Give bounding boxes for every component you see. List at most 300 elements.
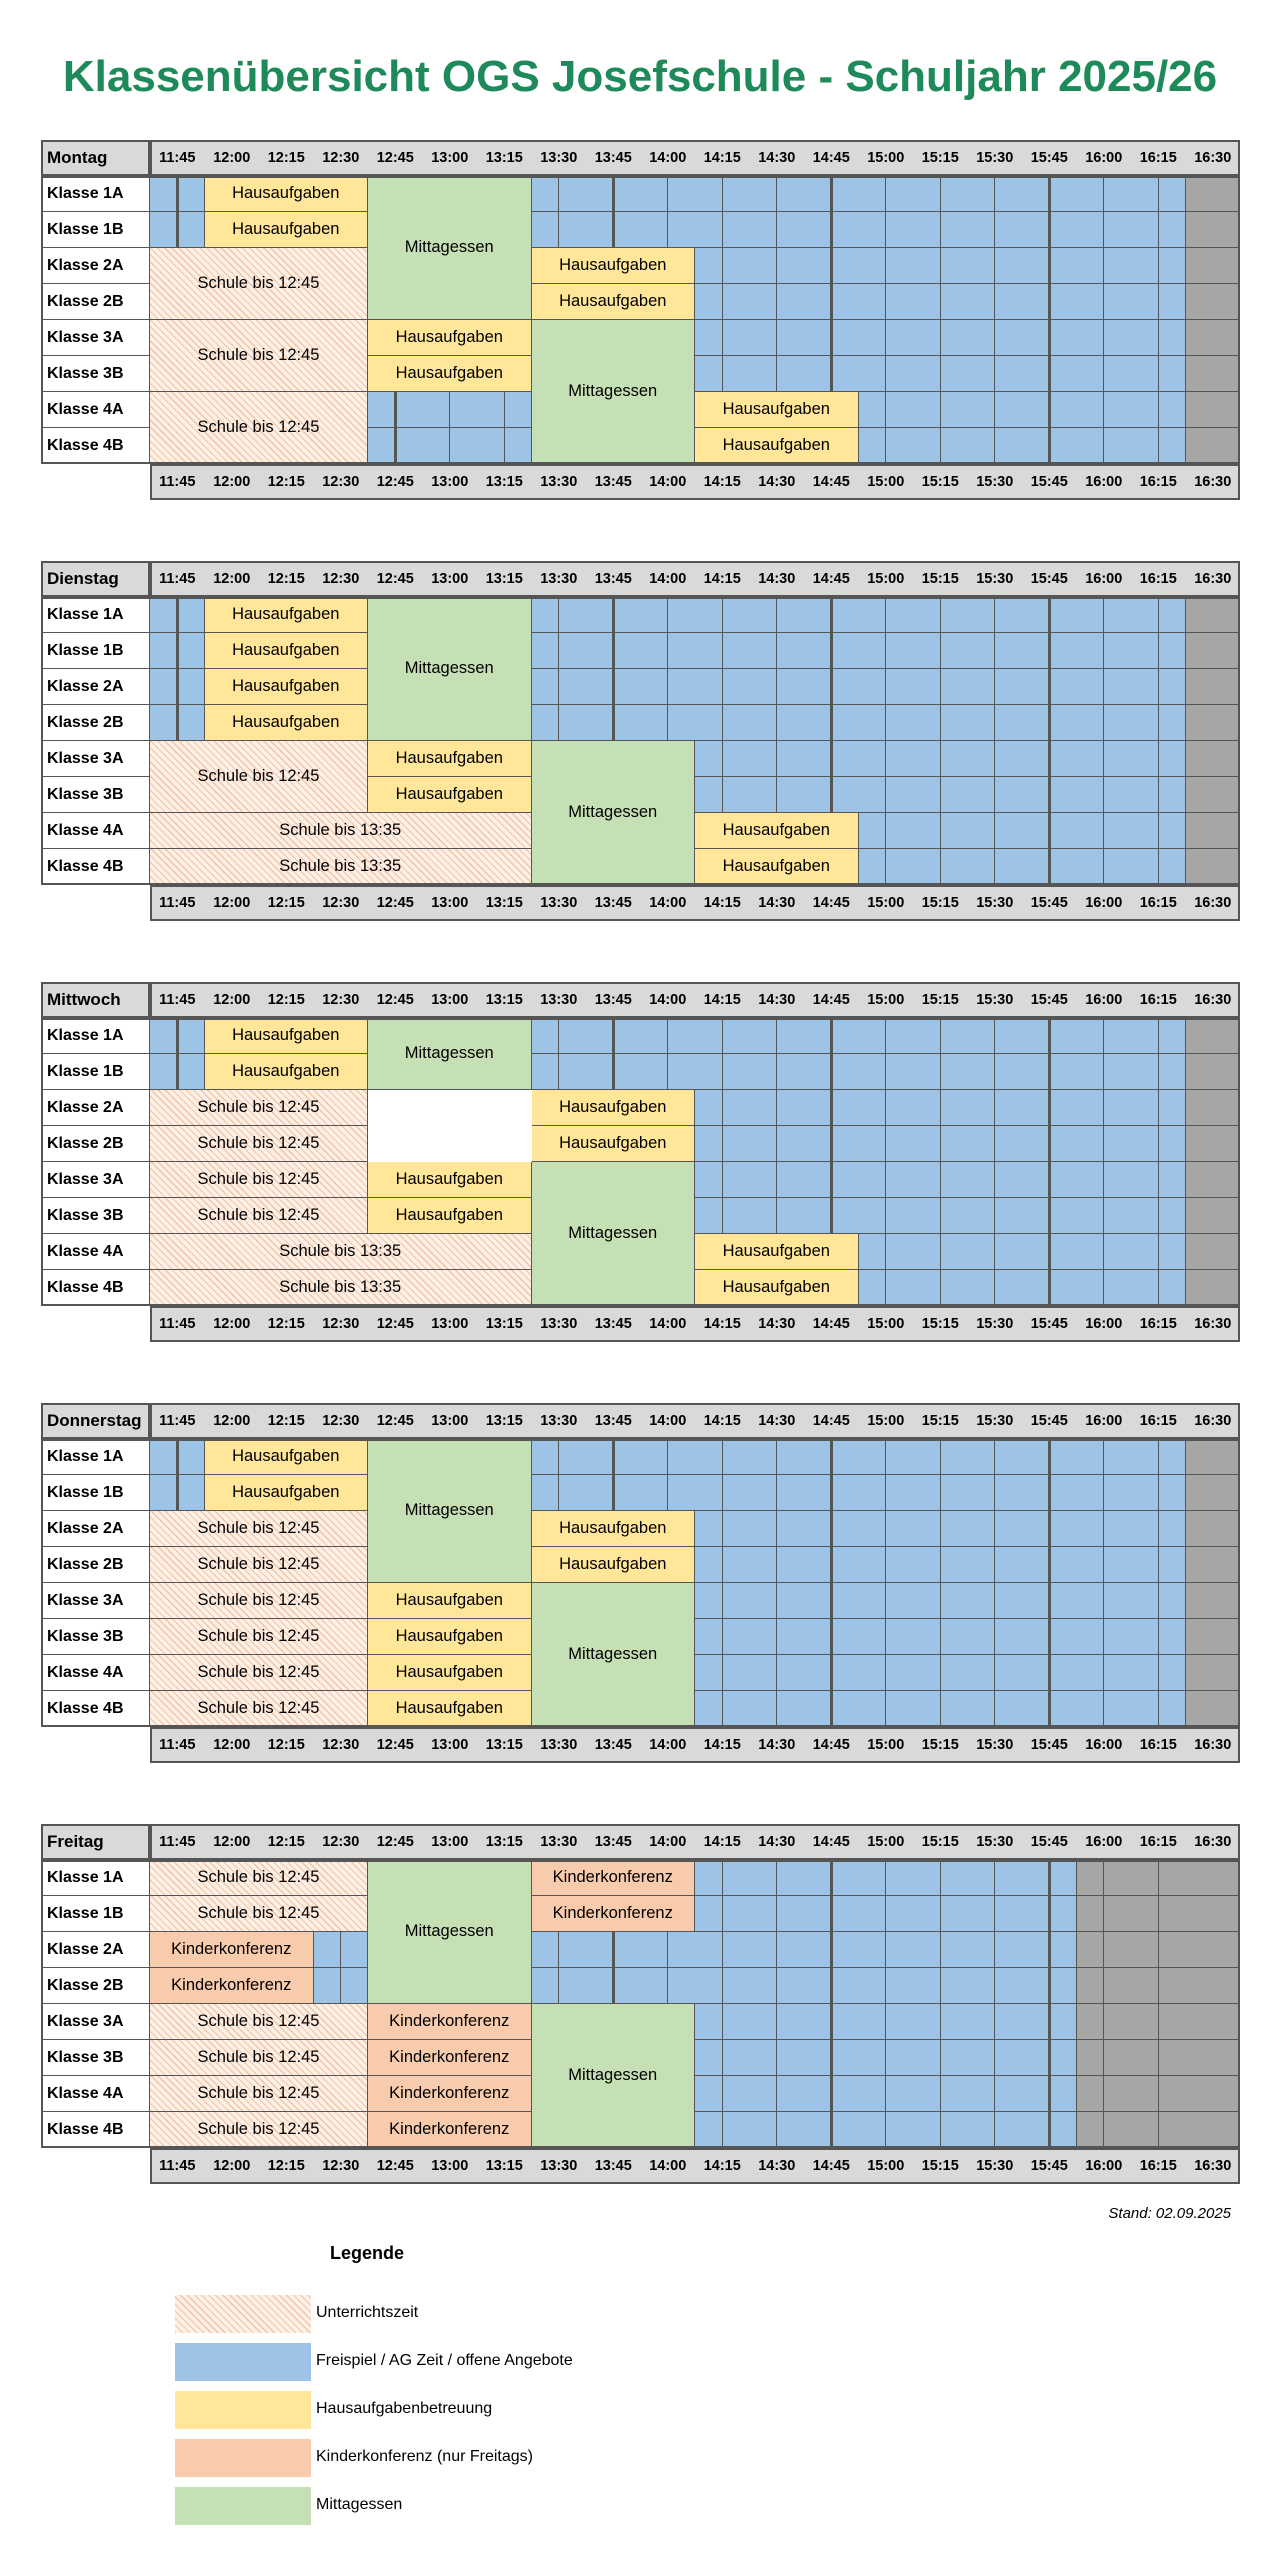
grid-line <box>830 1162 833 1234</box>
time-tick-bottom: 14:15 <box>703 474 741 490</box>
grid-line <box>994 1439 995 1511</box>
class-label: Klasse 2A <box>41 1090 150 1126</box>
grid-line <box>885 392 886 464</box>
lesson-block: Schule bis 12:45 <box>150 741 368 813</box>
time-tick-top: 13:00 <box>431 571 469 587</box>
homework-block: Hausaufgaben <box>532 1126 696 1162</box>
grid-line <box>940 1932 941 2004</box>
grid-line <box>612 597 615 741</box>
time-tick-bottom: 13:45 <box>594 1316 632 1332</box>
time-tick-top: 16:15 <box>1139 150 1177 166</box>
grid-line <box>1158 597 1159 741</box>
lesson-block: Schule bis 12:45 <box>150 1198 368 1234</box>
grid-line <box>1186 427 1241 428</box>
time-tick-bottom: 13:15 <box>485 474 523 490</box>
grid-line <box>1103 320 1104 392</box>
time-tick-bottom: 12:15 <box>267 2158 305 2174</box>
time-tick-top: 14:15 <box>703 1413 741 1429</box>
lunch-block: Mittagessen <box>368 1018 532 1090</box>
legend-swatch-blue <box>175 2343 311 2381</box>
class-label: Klasse 4B <box>41 1270 150 1306</box>
grid-line <box>1158 1234 1159 1306</box>
grid-line <box>776 1583 777 1727</box>
time-tick-top: 12:45 <box>376 1413 414 1429</box>
time-tick-top: 16:15 <box>1139 1413 1177 1429</box>
time-tick-bottom: 14:00 <box>649 1737 687 1753</box>
time-tick-bottom: 15:15 <box>921 895 959 911</box>
grid-line <box>994 1511 995 1583</box>
time-tick-top: 15:00 <box>867 992 905 1008</box>
time-tick-bottom: 12:15 <box>267 474 305 490</box>
time-tick-top: 14:45 <box>812 1834 850 1850</box>
class-label: Klasse 4A <box>41 2076 150 2112</box>
grid-line <box>1103 597 1104 741</box>
time-tick-top: 12:30 <box>322 571 360 587</box>
time-tick-bottom: 14:30 <box>758 2158 796 2174</box>
grid-line <box>1186 704 1241 705</box>
homework-block: Hausaufgaben <box>695 813 859 849</box>
time-tick-top: 13:15 <box>485 1834 523 1850</box>
time-tick-top: 14:45 <box>812 1413 850 1429</box>
time-tick-top: 14:00 <box>649 150 687 166</box>
time-tick-top: 15:45 <box>1030 150 1068 166</box>
grid-line <box>830 1090 833 1162</box>
grid-line <box>722 1860 723 1932</box>
class-label: Klasse 4B <box>41 1691 150 1727</box>
free-time-block <box>532 1439 1186 1511</box>
grid-line <box>830 741 833 813</box>
closed-block <box>1186 597 1241 885</box>
time-tick-bottom: 16:15 <box>1139 1316 1177 1332</box>
grid-line <box>340 1932 341 2004</box>
time-tick-top: 14:15 <box>703 150 741 166</box>
grid-line <box>994 1583 995 1727</box>
time-tick-bottom: 12:15 <box>267 895 305 911</box>
time-tick-bottom: 14:00 <box>649 2158 687 2174</box>
class-label: Klasse 1A <box>41 1439 150 1475</box>
time-tick-bottom: 12:30 <box>322 1316 360 1332</box>
time-tick-bottom: 16:15 <box>1139 474 1177 490</box>
grid-line <box>994 1090 995 1162</box>
time-tick-bottom: 15:45 <box>1030 895 1068 911</box>
time-tick-bottom: 13:00 <box>431 1316 469 1332</box>
closed-block <box>1186 176 1241 464</box>
time-tick-top: 15:30 <box>976 992 1014 1008</box>
homework-block: Hausaufgaben <box>205 1054 369 1090</box>
time-tick-bottom: 13:30 <box>540 895 578 911</box>
grid-line <box>176 176 179 248</box>
time-tick-top: 13:30 <box>540 571 578 587</box>
homework-block: Hausaufgaben <box>695 1270 859 1306</box>
grid-line <box>1103 1583 1104 1727</box>
grid-line <box>940 597 941 741</box>
grid-line <box>776 1018 777 1090</box>
time-tick-bottom: 13:45 <box>594 1737 632 1753</box>
grid-line <box>1186 740 1241 741</box>
time-tick-top: 12:15 <box>267 1834 305 1850</box>
time-tick-bottom: 14:15 <box>703 1316 741 1332</box>
time-tick-bottom: 12:15 <box>267 1737 305 1753</box>
grid-line <box>885 813 886 885</box>
grid-line <box>776 1932 777 2004</box>
conference-block: Kinderkonferenz <box>532 1896 696 1932</box>
class-label: Klasse 2B <box>41 1547 150 1583</box>
time-tick-bottom: 12:45 <box>376 474 414 490</box>
time-tick-bottom: 16:00 <box>1085 474 1123 490</box>
grid-line <box>940 392 941 464</box>
class-label: Klasse 1B <box>41 633 150 669</box>
time-tick-bottom: 14:45 <box>812 1737 850 1753</box>
class-label: Klasse 3A <box>41 1162 150 1198</box>
grid-line <box>1158 176 1159 248</box>
grid-line <box>885 597 886 741</box>
grid-line <box>532 704 1186 705</box>
lunch-block: Mittagessen <box>532 320 696 464</box>
grid-line <box>1048 1860 1051 1932</box>
lesson-block: Schule bis 12:45 <box>150 1547 368 1583</box>
time-tick-bottom: 15:00 <box>867 1316 905 1332</box>
time-tick-top: 16:30 <box>1194 1834 1232 1850</box>
time-tick-bottom: 15:45 <box>1030 1316 1068 1332</box>
lesson-block: Schule bis 12:45 <box>150 320 368 392</box>
grid-line <box>994 248 995 320</box>
time-tick-top: 12:00 <box>213 571 251 587</box>
time-tick-bottom: 15:00 <box>867 474 905 490</box>
homework-block: Hausaufgaben <box>532 248 696 284</box>
grid-line <box>1158 1018 1159 1090</box>
time-tick-bottom: 14:45 <box>812 1316 850 1332</box>
time-tick-bottom: 13:30 <box>540 1316 578 1332</box>
time-tick-bottom: 12:00 <box>213 474 251 490</box>
class-label: Klasse 2A <box>41 1511 150 1547</box>
time-tick-bottom: 15:15 <box>921 1737 959 1753</box>
grid-line <box>667 176 668 248</box>
time-tick-top: 12:30 <box>322 1413 360 1429</box>
time-tick-bottom: 14:15 <box>703 895 741 911</box>
time-tick-top: 16:30 <box>1194 1413 1232 1429</box>
grid-line <box>994 741 995 813</box>
grid-line <box>1048 392 1051 464</box>
time-tick-bottom: 12:45 <box>376 895 414 911</box>
grid-line <box>1158 741 1159 813</box>
lesson-block: Schule bis 12:45 <box>150 1162 368 1198</box>
grid-line <box>776 1090 777 1162</box>
time-tick-bottom: 13:30 <box>540 2158 578 2174</box>
lunch-block: Mittagessen <box>532 741 696 885</box>
time-tick-top: 13:30 <box>540 150 578 166</box>
time-tick-bottom: 15:45 <box>1030 474 1068 490</box>
class-label: Klasse 3B <box>41 777 150 813</box>
grid-line <box>776 1860 777 1932</box>
time-tick-top: 13:00 <box>431 1834 469 1850</box>
time-tick-bottom: 15:45 <box>1030 1737 1068 1753</box>
time-tick-top: 12:15 <box>267 150 305 166</box>
time-tick-bottom: 15:45 <box>1030 2158 1068 2174</box>
time-tick-top: 11:45 <box>159 1413 196 1429</box>
grid-line <box>1186 319 1241 320</box>
grid-line <box>394 392 397 464</box>
class-label: Klasse 3A <box>41 1583 150 1619</box>
time-tick-top: 12:00 <box>213 1413 251 1429</box>
time-tick-bottom: 15:30 <box>976 474 1014 490</box>
grid-line <box>722 1090 723 1162</box>
closed-block <box>1186 1439 1241 1727</box>
time-tick-top: 13:30 <box>540 992 578 1008</box>
class-label: Klasse 2B <box>41 1126 150 1162</box>
time-tick-bottom: 11:45 <box>159 2158 196 2174</box>
lesson-block: Schule bis 12:45 <box>150 2004 368 2040</box>
lesson-block: Schule bis 13:35 <box>150 849 532 885</box>
time-tick-top: 15:15 <box>921 150 959 166</box>
time-tick-top: 14:00 <box>649 1413 687 1429</box>
grid-line <box>176 1439 179 1511</box>
day-name: Dienstag <box>41 561 150 597</box>
time-tick-top: 15:45 <box>1030 1834 1068 1850</box>
homework-block: Hausaufgaben <box>368 1691 532 1727</box>
grid-line <box>885 1090 886 1162</box>
class-label: Klasse 3B <box>41 356 150 392</box>
class-label: Klasse 4A <box>41 1655 150 1691</box>
time-tick-bottom: 12:00 <box>213 1737 251 1753</box>
free-time-block <box>859 813 1186 885</box>
class-label: Klasse 1B <box>41 1896 150 1932</box>
time-tick-bottom: 12:30 <box>322 474 360 490</box>
free-time-block <box>532 597 1186 741</box>
time-tick-bottom: 16:00 <box>1085 895 1123 911</box>
grid-line <box>830 1511 833 1583</box>
grid-line <box>558 597 559 741</box>
free-time-block <box>859 1234 1186 1306</box>
day-name: Donnerstag <box>41 1403 150 1439</box>
time-tick-top: 15:15 <box>921 992 959 1008</box>
grid-line <box>885 1234 886 1306</box>
time-tick-top: 16:30 <box>1194 571 1232 587</box>
class-label: Klasse 4B <box>41 428 150 464</box>
lunch-block: Mittagessen <box>532 1583 696 1727</box>
legend-label: Hausaufgabenbetreuung <box>316 2400 493 2417</box>
grid-line <box>1186 668 1241 669</box>
grid-line <box>722 1162 723 1234</box>
grid-line <box>1158 320 1159 392</box>
grid-line <box>1158 248 1159 320</box>
class-label: Klasse 2A <box>41 669 150 705</box>
time-tick-bottom: 16:30 <box>1194 474 1232 490</box>
class-label: Klasse 3B <box>41 1198 150 1234</box>
grid-line <box>940 1511 941 1583</box>
class-label: Klasse 1A <box>41 176 150 212</box>
grid-line <box>885 1162 886 1234</box>
grid-line <box>532 211 1186 212</box>
time-tick-top: 12:15 <box>267 992 305 1008</box>
legend-swatch-green <box>175 2487 311 2525</box>
grid-line <box>1158 392 1159 464</box>
lunch-block: Mittagessen <box>532 1162 696 1306</box>
grid-line <box>830 248 833 320</box>
class-label: Klasse 3A <box>41 2004 150 2040</box>
time-tick-top: 16:00 <box>1085 150 1123 166</box>
time-tick-bottom: 13:15 <box>485 895 523 911</box>
lunch-block: Mittagessen <box>368 597 532 741</box>
time-tick-bottom: 11:45 <box>159 1737 196 1753</box>
grid-line <box>1048 320 1051 392</box>
grid-line <box>1186 247 1241 248</box>
time-tick-bottom: 16:00 <box>1085 1737 1123 1753</box>
time-tick-bottom: 14:00 <box>649 1316 687 1332</box>
time-tick-bottom: 11:45 <box>159 1316 196 1332</box>
time-tick-bottom: 14:45 <box>812 895 850 911</box>
grid-line <box>885 1932 886 2004</box>
time-tick-bottom: 11:45 <box>159 895 196 911</box>
grid-line <box>1186 1161 1241 1162</box>
homework-block: Hausaufgaben <box>695 849 859 885</box>
time-tick-top: 12:00 <box>213 1834 251 1850</box>
time-tick-top: 12:45 <box>376 1834 414 1850</box>
grid-line <box>1048 1018 1051 1090</box>
grid-line <box>1186 1582 1241 1583</box>
time-tick-bottom: 15:00 <box>867 895 905 911</box>
time-tick-top: 15:45 <box>1030 571 1068 587</box>
time-tick-bottom: 16:30 <box>1194 2158 1232 2174</box>
grid-line <box>1186 1197 1241 1198</box>
grid-line <box>994 1932 995 2004</box>
time-tick-bottom: 12:30 <box>322 2158 360 2174</box>
time-tick-bottom: 13:15 <box>485 1737 523 1753</box>
time-tick-bottom: 15:15 <box>921 1316 959 1332</box>
grid-line <box>722 248 723 320</box>
time-tick-top: 12:30 <box>322 150 360 166</box>
conference-block: Kinderkonferenz <box>368 2112 532 2148</box>
time-tick-bottom: 15:15 <box>921 2158 959 2174</box>
grid-line <box>776 248 777 320</box>
grid-line <box>532 632 1186 633</box>
time-tick-bottom: 16:15 <box>1139 1737 1177 1753</box>
homework-block: Hausaufgaben <box>205 1439 369 1475</box>
time-tick-bottom: 13:00 <box>431 895 469 911</box>
grid-line <box>1186 1233 1241 1234</box>
conference-block: Kinderkonferenz <box>368 2076 532 2112</box>
time-tick-bottom: 14:45 <box>812 474 850 490</box>
time-tick-top: 16:00 <box>1085 992 1123 1008</box>
grid-line <box>1103 813 1104 885</box>
time-tick-top: 15:15 <box>921 1834 959 1850</box>
grid-line <box>1103 176 1104 248</box>
time-tick-top: 11:45 <box>159 571 196 587</box>
time-tick-bottom: 13:45 <box>594 2158 632 2174</box>
grid-line <box>1186 848 1241 849</box>
class-label: Klasse 2B <box>41 284 150 320</box>
time-tick-top: 14:00 <box>649 571 687 587</box>
time-tick-top: 15:30 <box>976 1834 1014 1850</box>
time-tick-top: 13:45 <box>594 1834 632 1850</box>
homework-block: Hausaufgaben <box>368 320 532 356</box>
grid-line <box>1158 1511 1159 1583</box>
grid-line <box>994 392 995 464</box>
homework-block: Hausaufgaben <box>368 777 532 813</box>
grid-line <box>722 320 723 392</box>
page-title: Klassenübersicht OGS Josefschule - Schuljahr 2025/26 <box>62 52 1218 101</box>
grid-line <box>940 2004 941 2148</box>
grid-line <box>994 1860 995 1932</box>
grid-line <box>1103 1234 1104 1306</box>
time-tick-top: 16:00 <box>1085 1413 1123 1429</box>
time-tick-top: 14:15 <box>703 571 741 587</box>
lesson-block: Schule bis 12:45 <box>150 2112 368 2148</box>
time-tick-bottom: 11:45 <box>159 474 196 490</box>
grid-line <box>830 1860 833 1932</box>
time-tick-bottom: 14:30 <box>758 474 796 490</box>
grid-line <box>667 1018 668 1090</box>
class-label: Klasse 3B <box>41 1619 150 1655</box>
grid-line <box>940 813 941 885</box>
grid-line <box>776 1162 777 1234</box>
time-tick-bottom: 15:00 <box>867 2158 905 2174</box>
time-tick-top: 15:00 <box>867 1413 905 1429</box>
lunch-block: Mittagessen <box>368 176 532 320</box>
grid-line <box>830 320 833 392</box>
grid-line <box>1186 1053 1241 1054</box>
homework-block: Hausaufgaben <box>532 1547 696 1583</box>
grid-line <box>994 813 995 885</box>
time-tick-top: 15:30 <box>976 1413 1014 1429</box>
grid-line <box>830 1932 833 2004</box>
lesson-block: Schule bis 13:35 <box>150 1234 532 1270</box>
time-tick-bottom: 14:30 <box>758 895 796 911</box>
homework-block: Hausaufgaben <box>532 1511 696 1547</box>
grid-line <box>1158 1860 1159 2148</box>
grid-line <box>1103 1511 1104 1583</box>
time-tick-top: 14:45 <box>812 992 850 1008</box>
time-tick-bottom: 14:30 <box>758 1316 796 1332</box>
grid-line <box>1158 1162 1159 1234</box>
grid-line <box>885 1860 886 1932</box>
time-tick-bottom: 16:15 <box>1139 895 1177 911</box>
lesson-block: Schule bis 12:45 <box>150 2040 368 2076</box>
lesson-block: Schule bis 12:45 <box>150 1691 368 1727</box>
day-name: Freitag <box>41 1824 150 1860</box>
grid-line <box>885 1018 886 1090</box>
grid-line <box>1048 1234 1051 1306</box>
time-tick-bottom: 13:00 <box>431 2158 469 2174</box>
grid-line <box>776 2004 777 2148</box>
grid-line <box>1186 211 1241 212</box>
grid-line <box>940 1439 941 1511</box>
grid-line <box>532 668 1186 669</box>
time-tick-bottom: 16:15 <box>1139 2158 1177 2174</box>
time-tick-top: 12:15 <box>267 1413 305 1429</box>
grid-line <box>776 176 777 248</box>
grid-line <box>532 1474 1186 1475</box>
lesson-block: Schule bis 12:45 <box>150 1126 368 1162</box>
homework-block: Hausaufgaben <box>368 1619 532 1655</box>
grid-line <box>1158 1090 1159 1162</box>
grid-line <box>612 1932 615 2004</box>
time-tick-top: 13:30 <box>540 1413 578 1429</box>
lesson-block: Schule bis 13:35 <box>150 1270 532 1306</box>
time-tick-top: 13:45 <box>594 150 632 166</box>
homework-block: Hausaufgaben <box>368 1583 532 1619</box>
time-tick-top: 16:15 <box>1139 571 1177 587</box>
time-tick-top: 13:45 <box>594 1413 632 1429</box>
legend-title: Legende <box>330 2243 405 2263</box>
grid-line <box>1158 1439 1159 1511</box>
time-tick-bottom: 14:15 <box>703 2158 741 2174</box>
time-tick-top: 14:30 <box>758 1413 796 1429</box>
grid-line <box>1103 1162 1104 1234</box>
homework-block: Hausaufgaben <box>695 1234 859 1270</box>
time-tick-bottom: 15:30 <box>976 1737 1014 1753</box>
time-tick-top: 14:45 <box>812 150 850 166</box>
time-tick-bottom: 14:45 <box>812 2158 850 2174</box>
